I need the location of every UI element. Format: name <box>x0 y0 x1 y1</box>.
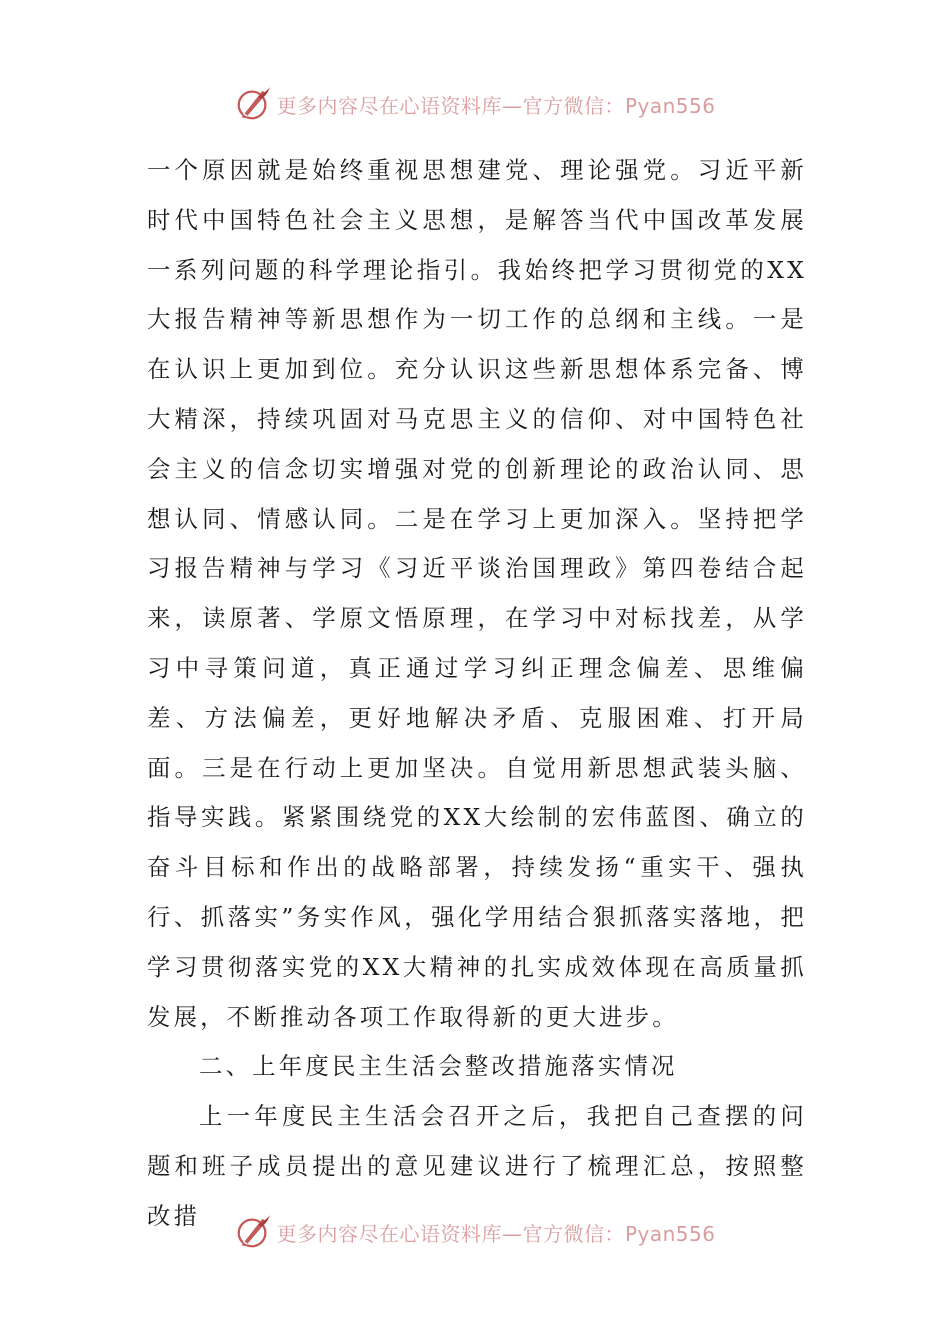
quill-pen-circle-icon <box>234 1213 272 1251</box>
header-banner <box>0 84 950 124</box>
quill-pen-circle-icon <box>234 85 272 123</box>
footer-banner <box>0 1212 950 1252</box>
section-heading: 二、上年度民主生活会整改措施落实情况 <box>199 1052 678 1081</box>
header-banner-text: 更多内容尽在心语资料库—官方微信：Pyan556 <box>276 93 716 118</box>
body-paragraph-1: 一个原因就是始终重视思想建党、理论强党。习近平新时代中国特色社会主义思想，是解答当代中国改革发展一系列问题的科学理论指引。我始终把学习贯彻党的XX大报告精神等新思想作为一切工作的总纲和主线。一是在认识上更加到位。充分认识这些新思想体系完备、博大精深，持续巩固对马克思主义的信仰、对中国特色社会主义的信念切实增强对党的创新理论的政治认同、思想认同、情感认同。二是在学习上更加深入。坚持把学习报告精神与学习《习近平谈治国理政》第四卷结合起来，读原著、学原文悟原理，在学习中对标找差，从学习中寻策问道，真正通过学习纠正理念偏差、思维偏差、方法偏差，更好地解决矛盾、克服困难、打开局面。三是在行动上更加坚决。自觉用新思想武装头脑、指导实践。紧紧围绕党的XX大绘制的宏伟蓝图、确立的奋斗目标和作出的战略部署，持续发扬“重实干、强执行、抓落实”务实作风，强化学用结合狠抓落实落地，把学习贯彻落实党的XX大精神的扎实成效体现在高质量抓发展，不断推动各项工作取得新的更大进步。 <box>147 156 807 1031</box>
body-paragraph-2: 上一年度民主生活会召开之后，我把自己查摆的问题和班子成员提出的意见建议进行了梳理汇总，按照整改措 <box>147 1102 807 1230</box>
footer-banner-text: 更多内容尽在心语资料库—官方微信：Pyan556 <box>276 1221 716 1246</box>
document-body <box>147 146 807 1242</box>
